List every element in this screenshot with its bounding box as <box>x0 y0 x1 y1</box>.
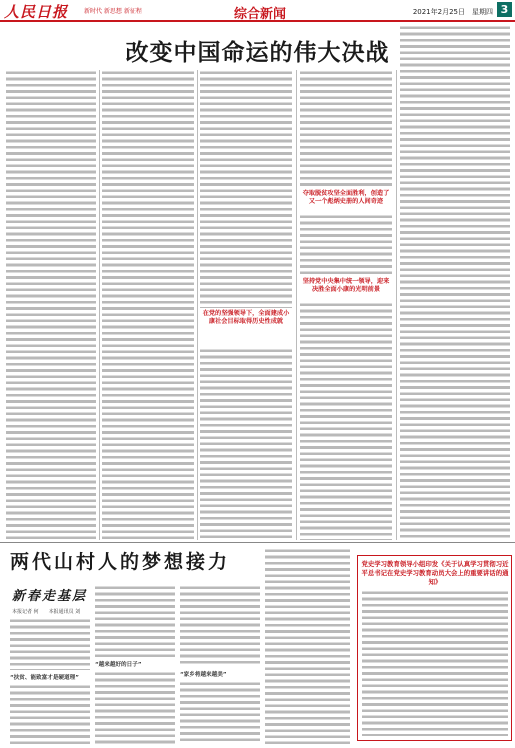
lead-subhead-1: 在党的坚强领导下，全面建成小康社会目标取得历史性成就 <box>202 310 290 325</box>
news-box-body <box>362 590 508 736</box>
lead-article-column-3b <box>200 348 292 540</box>
column-kicker: 新春走基层 <box>12 589 88 604</box>
second-article-column-2a <box>95 585 175 657</box>
second-article-column-1a <box>10 618 90 670</box>
lead-article-column-3a <box>200 70 292 308</box>
section-title: 综合新闻 <box>233 7 286 22</box>
lead-article-column-4a <box>300 70 392 188</box>
column-divider <box>99 70 100 540</box>
second-article-column-3a <box>180 585 260 667</box>
edition-tag: 新时代 新思想 新征程 <box>84 8 142 15</box>
issue-date: 2021年2月25日 星期四 <box>412 8 493 16</box>
second-article-column-4 <box>265 548 350 744</box>
second-subhead-1: “扶贫、能致富才是硬道理” <box>10 675 79 681</box>
section-divider <box>0 542 515 543</box>
masthead <box>0 0 515 22</box>
second-subhead-3: “家乡将越来越美” <box>180 672 227 678</box>
news-box-title: 党史学习教育领导小组印发《关于认真学习贯彻习近平总书记在党史学习教育动员大会上的重要讲话的通知》 <box>361 560 509 586</box>
lead-article-column-2 <box>102 70 194 540</box>
lead-article-column-4b <box>300 214 392 274</box>
column-divider <box>296 70 297 540</box>
lead-subhead-2: 夺取脱贫攻坚全面胜利，创造了又一个彪炳史册的人间奇迹 <box>302 190 390 205</box>
second-article-column-2b <box>95 671 175 744</box>
lead-article-column-5 <box>400 25 510 540</box>
column-divider <box>197 70 198 540</box>
lead-subhead-3: 坚持党中央集中统一领导，迎来决胜全面小康的光明前景 <box>302 278 390 293</box>
second-article-column-3b <box>180 681 260 744</box>
page-number-badge: 3 <box>497 2 512 17</box>
second-subhead-2: “越来越好的日子” <box>95 662 142 668</box>
second-article-column-1b <box>10 684 90 744</box>
column-divider <box>396 70 397 540</box>
second-headline: 两代山村人的梦想接力 <box>10 551 231 573</box>
byline: 本报记者 何 本报通讯员 刘 <box>12 609 86 615</box>
newspaper-logo: 人民日报 <box>4 3 69 21</box>
lead-headline: 改变中国命运的伟大决战 <box>125 40 390 66</box>
lead-article-column-1 <box>6 70 96 540</box>
lead-article-column-4c <box>300 302 392 540</box>
